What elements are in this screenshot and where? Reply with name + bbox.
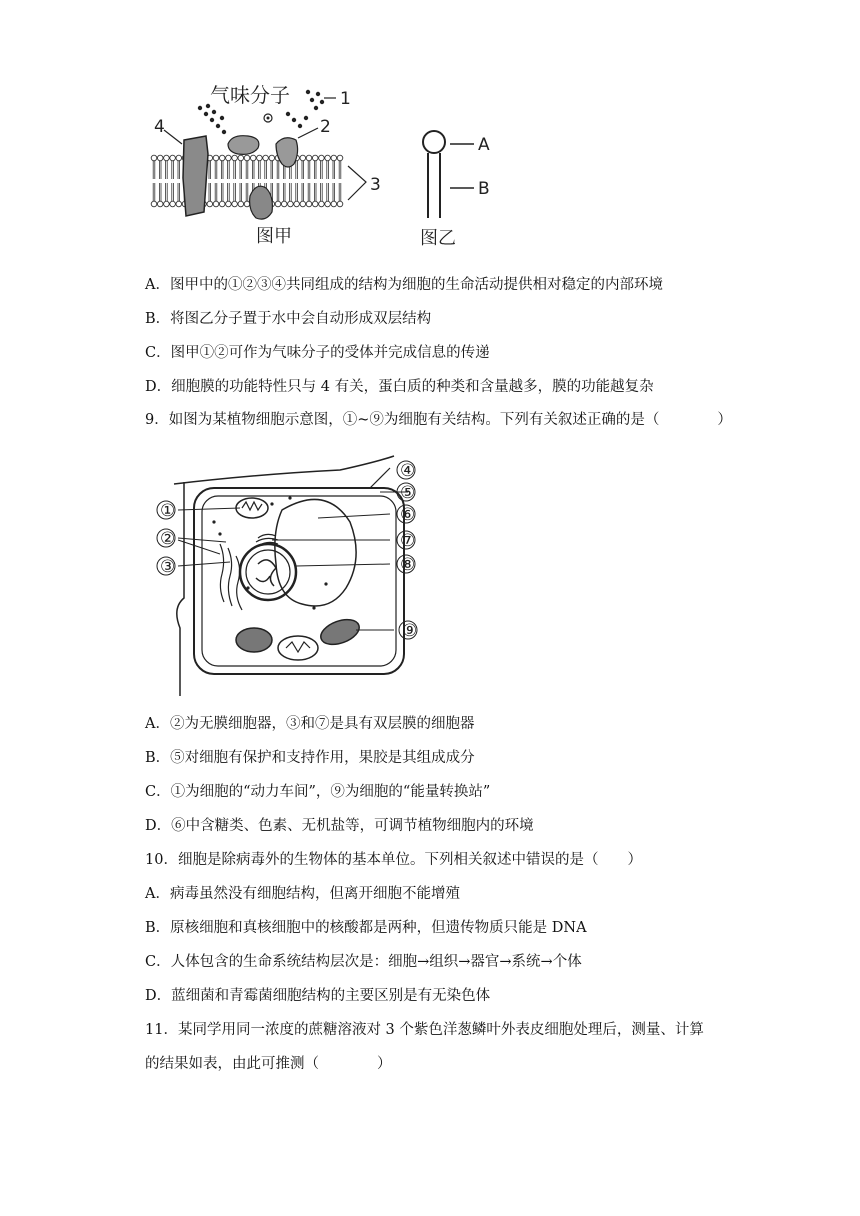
cell-wall: [194, 488, 404, 674]
label-3: 3: [370, 175, 381, 195]
q8-option-c: C．图甲①②可作为气味分子的受体并完成信息的传递: [145, 345, 490, 361]
q9-option-a: A．②为无膜细胞器，③和⑦是具有双层膜的细胞器: [145, 716, 475, 732]
q10-option-d: D．蓝细菌和青霉菌细胞结构的主要区别是有无染色体: [145, 988, 491, 1004]
label-9: ⑨: [402, 621, 418, 641]
label-5: ⑤: [400, 483, 416, 503]
q8-option-d: D．细胞膜的功能特性只与 4 有关，蛋白质的种类和含量越多，膜的功能越复杂: [145, 379, 654, 395]
q9-option-d: D．⑥中含糖类、色素、无机盐等，可调节植物细胞内的环境: [145, 818, 534, 834]
label-1: ①: [160, 501, 176, 521]
q11-stem-line2: 的结果如表，由此可推测（ ）: [145, 1056, 392, 1072]
label-2: ②: [160, 529, 176, 549]
chloroplast: [236, 628, 272, 652]
q9-option-c: C．①为细胞的“动力车间”，⑨为细胞的“能量转换站”: [145, 784, 491, 800]
q9-option-b: B．⑤对细胞有保护和支持作用，果胶是其组成成分: [145, 750, 475, 766]
figure-a-caption: 图甲: [256, 226, 292, 247]
nucleus: [240, 544, 296, 600]
figure-phospholipid: [410, 120, 510, 250]
phospholipid-heads-bottom: [151, 201, 343, 207]
label-A: A: [478, 135, 490, 155]
transmembrane-protein-4: [183, 136, 208, 216]
label-8: ⑧: [400, 555, 416, 575]
q11-stem-line1: 11．某同学用同一浓度的蔗糖溶液对 3 个紫色洋葱鳞叶外表皮细胞处理后，测量、计算: [145, 1022, 704, 1038]
phospholipid-tails: [153, 161, 341, 201]
receptor-protein-1: [228, 136, 259, 155]
receptor-protein-2: [276, 138, 298, 167]
label-2: 2: [320, 117, 331, 137]
q9-stem: 9．如图为某植物细胞示意图，①~⑨为细胞有关结构。下列有关叙述正确的是（ ）: [145, 412, 732, 428]
peripheral-protein: [250, 186, 273, 219]
label-4: ④: [400, 461, 416, 481]
q8-option-b: B．将图乙分子置于水中会自动形成双层结构: [145, 311, 432, 327]
label-B: B: [478, 179, 490, 199]
cell-membrane: [202, 496, 396, 666]
endoplasmic-reticulum: [220, 544, 242, 610]
q10-option-c: C．人体包含的生命系统结构层次是：细胞→组织→器官→系统→个体: [145, 954, 582, 970]
figure-plant-cell: [150, 448, 440, 698]
odor-molecule-label: 气味分子: [210, 83, 290, 107]
figure-membrane: [148, 78, 398, 250]
phospholipid-heads-top: [151, 155, 343, 161]
label-3: ③: [160, 557, 176, 577]
figure-b-caption: 图乙: [420, 228, 456, 249]
q10-stem: 10．细胞是除病毒外的生物体的基本单位。下列相关叙述中错误的是（ ）: [145, 852, 642, 868]
mitochondrion: [236, 498, 268, 518]
q8-option-a: A．图甲中的①②③④共同组成的结构为细胞的生命活动提供相对稳定的内部环境: [145, 277, 663, 293]
label-4: 4: [154, 117, 165, 137]
q10-option-a: A．病毒虽然没有细胞结构，但离开细胞不能增殖: [145, 886, 460, 902]
label-6: ⑥: [400, 505, 416, 525]
label-1: 1: [340, 89, 351, 109]
q10-option-b: B．原核细胞和真核细胞中的核酸都是两种，但遗传物质只能是 DNA: [145, 920, 587, 936]
label-7: ⑦: [400, 531, 416, 551]
